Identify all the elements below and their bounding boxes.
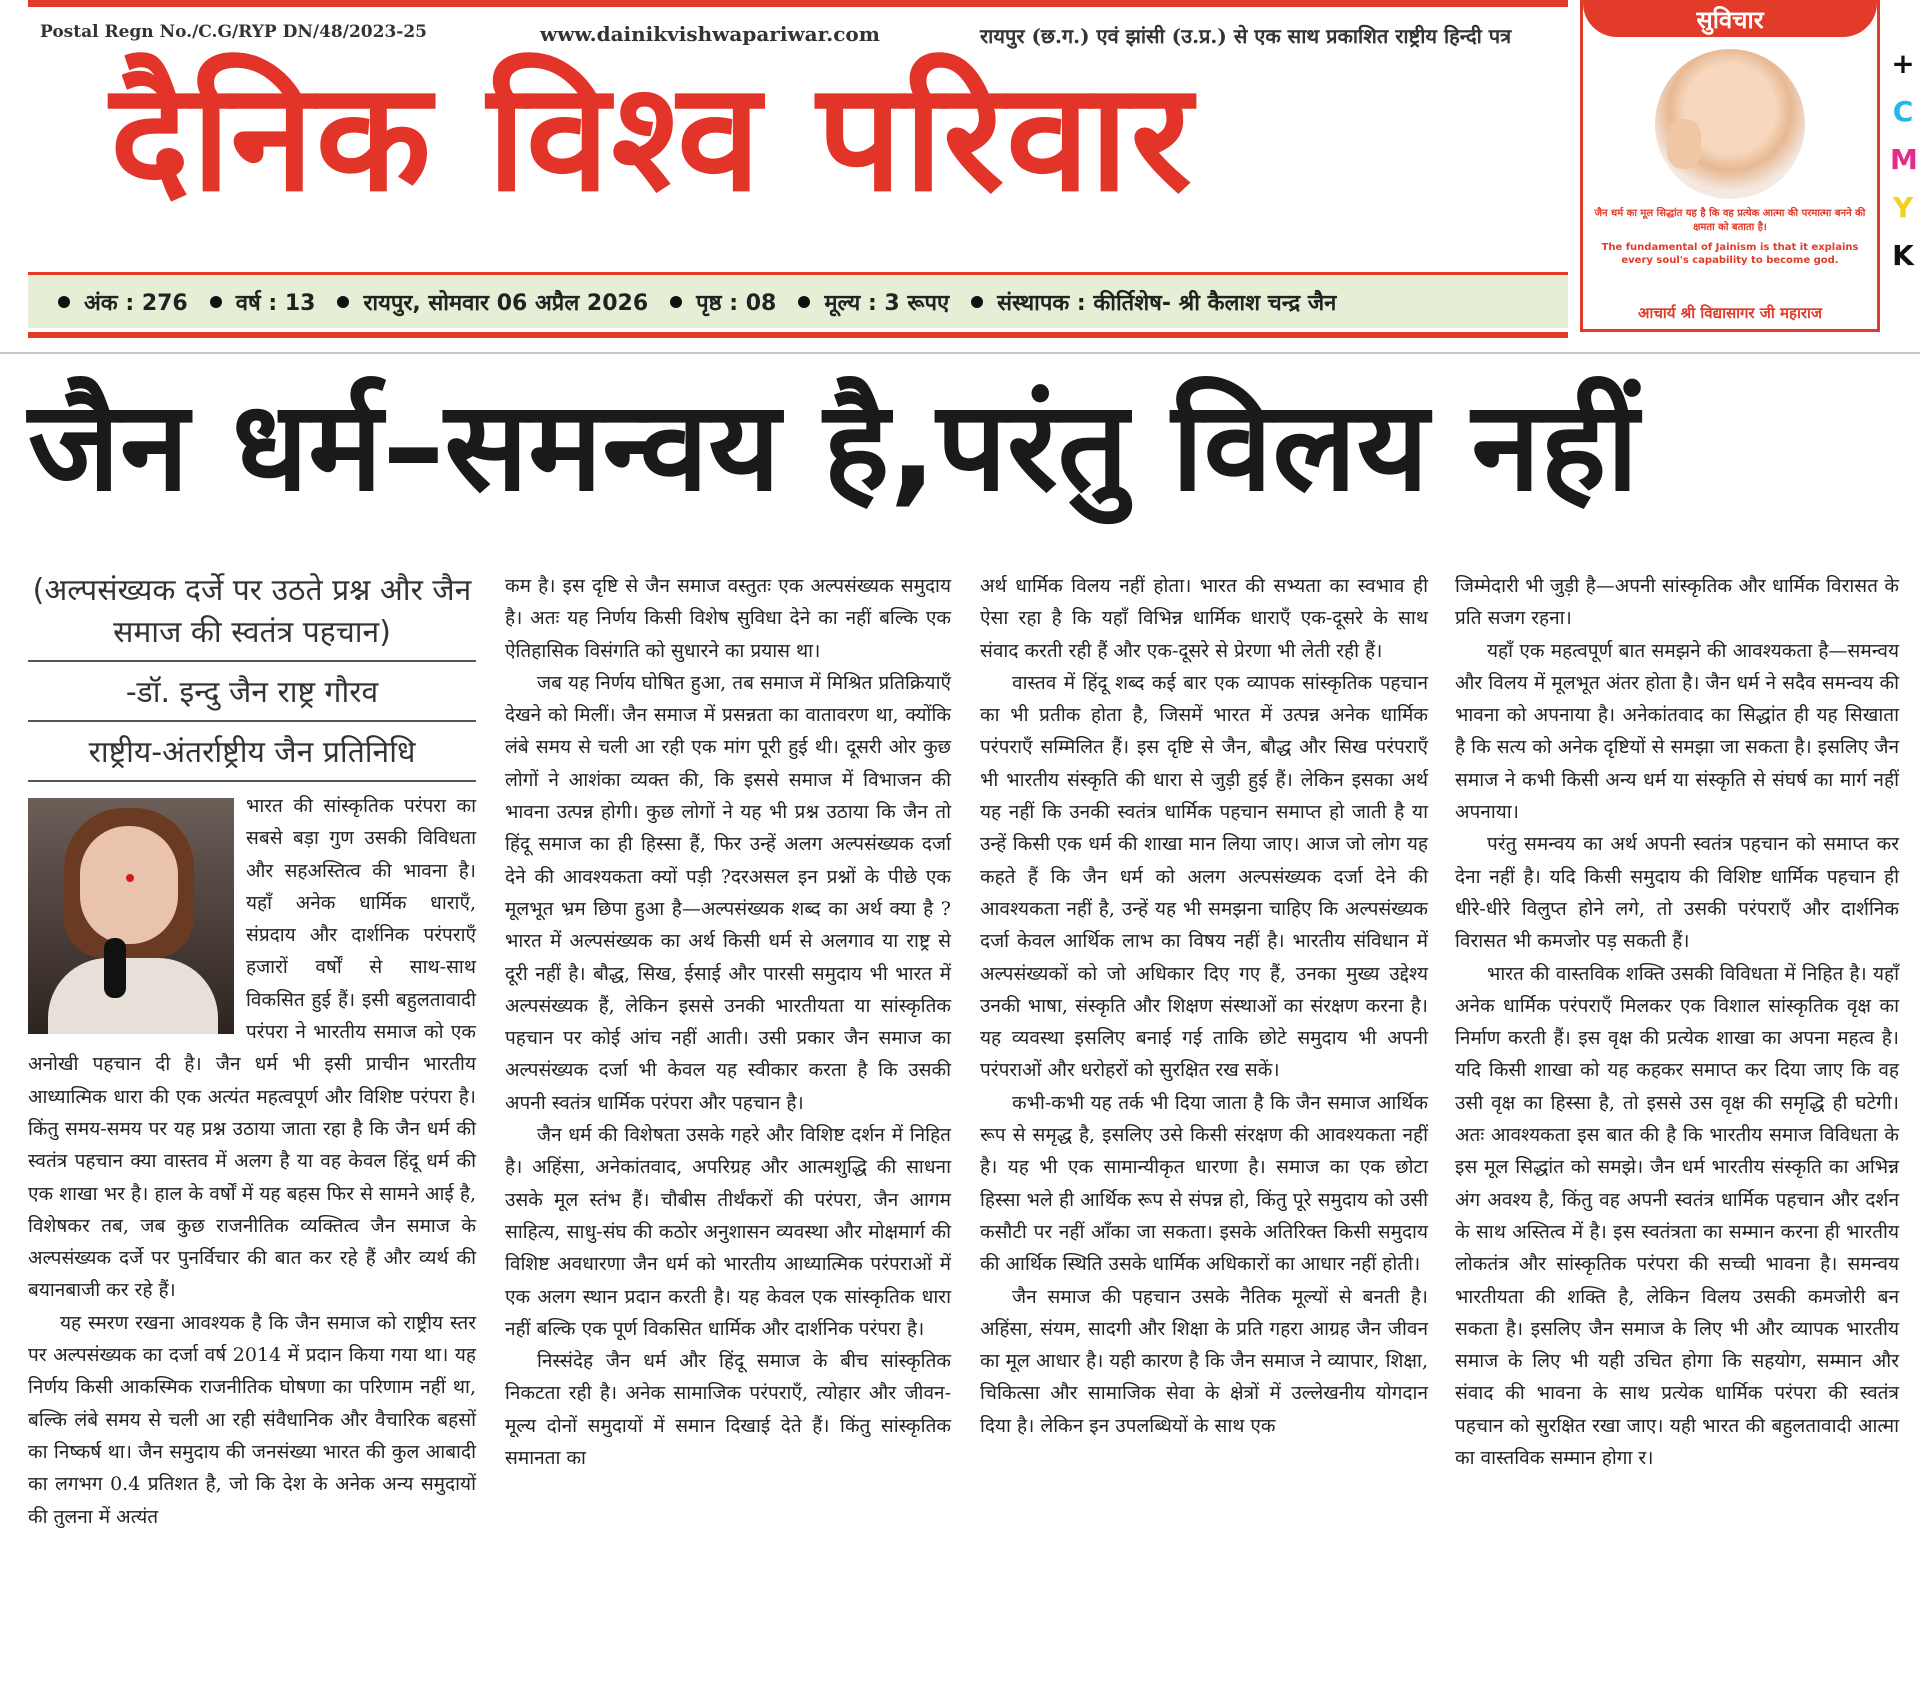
info-date: रायपुर, सोमवार 06 अप्रैल 2026 bbox=[337, 287, 648, 317]
microphone-icon bbox=[104, 938, 126, 998]
article-column-4 bbox=[1455, 570, 1899, 1474]
bullet-icon bbox=[798, 296, 810, 308]
author-photo bbox=[28, 798, 234, 1034]
info-pages: पृष्ठ : 08 bbox=[670, 287, 776, 317]
bullet-icon bbox=[337, 296, 349, 308]
paragraph: भारत की वास्तविक शक्ति उसकी विविधता में निहित है। यहाँ अनेक धार्मिक परंपराएँ मिलकर एक विशाल सांस्कृतिक वृक्ष का निर्माण करती हैं। इस वृक्ष की प्रत्येक शाखा का अपना महत्व है। यदि किसी शाखा को यह कहकर समाप्त कर दिया जाए कि वह उसी वृक्ष का हिस्सा है, तो इससे उस वृक्ष की समृद्धि ही घटेगी। अतः आवश्यकता इस बात की है कि भारतीय समाज विविधता के इस मूल सिद्धांत को समझे। जैन धर्म भारतीय संस्कृति का अभिन्न अंग अवश्य है, किंतु वह अपनी स्वतंत्र धार्मिक पहचान और दर्शन के साथ अस्तित्व में है। इस स्वतंत्रता का सम्मान करना ही भारतीय लोकतंत्र और सांस्कृतिक परंपरा की सच्ची भावना है। समन्वय भारतीयता की शक्ति है, लेकिन विलय उसकी कमजोरी बन सकता है। इसलिए जैन समाज के लिए भी और व्यापक भारतीय समाज के लिए भी यही उचित होगा कि सहयोग, सम्मान और संवाद की भावना के साथ प्रत्येक धार्मिक परंपरा की स्वतंत्र पहचान को सुरक्षित रखा जाए। यही भारत की बहुलतावादी आत्मा का वास्तविक सम्मान होगा र। bbox=[1455, 962, 1899, 1470]
author-role: राष्ट्रीय-अंतर्राष्ट्रीय जैन प्रतिनिधि bbox=[88, 735, 416, 770]
paragraph: परंतु समन्वय का अर्थ अपनी स्वतंत्र पहचान को समाप्त कर देना नहीं है। यदि किसी समुदाय की विशिष्ट धार्मिक पहचान ही धीरे-धीरे विलुप्त होने लगे, तो उसकी परंपराएँ और दार्शनिक विरासत भी कमजोर पड़ सकती हैं। bbox=[1455, 833, 1899, 953]
bullet-icon bbox=[58, 296, 70, 308]
info-price: मूल्य : 3 रूपए bbox=[798, 287, 949, 317]
paragraph: भारत की सांस्कृतिक परंपरा का सबसे बड़ा गुण उसकी विविधता और सहअस्तित्व की भावना है। यहाँ अनेक धार्मिक धाराएँ, संप्रदाय और दार्शनिक परंपराएँ हजारों वर्षों से साथ-साथ विकसित हुई हैं। इसी बहुलतावादी परंपरा ने भारतीय समाज को एक अनोखी पहचान दी है। जैन धर्म भी इसी प्राचीन भारतीय आध्यात्मिक धारा की एक अत्यंत महत्वपूर्ण और विशिष्ट परंपरा है। किंतु समय-समय पर यह प्रश्न उठाया जाता रहा है कि जैन धर्म की स्वतंत्र पहचान क्या वास्तव में अलग है या वह केवल हिंदू धर्म की एक शाखा भर है। हाल के वर्षों में यह बहस फिर से सामने आई है, विशेषकर तब, जब कुछ राजनीतिक व्यक्तित्व जैन समाज के अल्पसंख्यक दर्जे पर पुनर्विचार की बात कर रहे हैं और व्यर्थ की बयानबाजी कर रहे हैं। bbox=[28, 795, 476, 1302]
paragraph: वास्तव में हिंदू शब्द कई बार एक व्यापक सांस्कृतिक पहचान का भी प्रतीक होता है, जिसमें भारत में उत्पन्न अनेक धार्मिक परंपराएँ सम्मिलित हैं। इस दृष्टि से जैन, बौद्ध और सिख परंपराएँ भी भारतीय संस्कृति की धारा से जुड़ी हुई हैं। लेकिन इसका अर्थ यह नहीं कि उनकी स्वतंत्र धार्मिक पहचान समाप्त हो जाती है या उन्हें किसी एक धर्म की शाखा मान लिया जाए। आज जो लोग यह कहते हैं कि जैन धर्म को अलग अल्पसंख्यक दर्जा देने की आवश्यकता नहीं है, उन्हें यह भी समझना चाहिए कि अल्पसंख्यक दर्जा केवल आर्थिक लाभ का विषय नहीं है। भारतीय संविधान में अल्पसंख्यकों को जो अधिकार दिए गए हैं, उनका मुख्य उद्देश्य उनकी भाषा, संस्कृति और शिक्षण संस्थाओं का संरक्षण करना है। यह व्यवस्था इसलिए बनाई गई ताकि छोटे समुदाय भी अपनी परंपराओं और धरोहरों को सुरक्षित रख सकें। bbox=[980, 671, 1429, 1082]
article-column-1 bbox=[28, 570, 476, 1533]
paragraph: जैन धर्म की विशेषता उसके गहरे और विशिष्ट दर्शन में निहित है। अहिंसा, अनेकांतवाद, अपरिग्रह और आत्मशुद्धि की साधना उसके मूल स्तंभ हैं। चौबीस तीर्थंकरों की परंपरा, जैन आगम साहित्य, साधु-संघ की कठोर अनुशासन व्यवस्था और मोक्षमार्ग की विशिष्ट अवधारणा जैन धर्म को भारतीय आध्यात्मिक परंपराओं में एक अलग स्थान प्रदान करती है। यह केवल एक सांस्कृतिक धारा नहीं बल्कि एक पूर्ण विकसित धार्मिक और दार्शनिक परंपरा है। bbox=[505, 1124, 951, 1340]
author-name: -डॉ. इन्दु जैन राष्ट्र गौरव bbox=[125, 675, 379, 710]
bullet-icon bbox=[971, 296, 983, 308]
bullet-icon bbox=[670, 296, 682, 308]
paragraph: कम है। इस दृष्टि से जैन समाज वस्तुतः एक अल्पसंख्यक समुदाय है। अतः यह निर्णय किसी विशेष सुविधा देने का नहीं बल्कि एक ऐतिहासिक विसंगति को सुधारने का प्रयास था। bbox=[505, 575, 951, 662]
acharya-name: आचार्य श्री विद्यासागर जी महाराज bbox=[1638, 304, 1822, 322]
info-founder: संस्थापक : कीर्तिशेष- श्री कैलाश चन्द्र जैन bbox=[971, 287, 1336, 317]
paragraph: यहाँ एक महत्वपूर्ण बात समझने की आवश्यकता है—समन्वय और विलय में मूलभूत अंतर होता है। जैन धर्म ने सदैव समन्वय की भावना को अपनाया है। अनेकांतवाद का सिद्धांत ही यह सिखाता है कि सत्य को अनेक दृष्टियों से समझा जा सकता है। इसलिए जैन समाज ने कभी किसी अन्य धर्म या संस्कृति से संघर्ष का मार्ग नहीं अपनाया। bbox=[1455, 639, 1899, 824]
masthead bbox=[0, 0, 1920, 360]
newspaper-title: दैनिक विश्व परिवार bbox=[110, 51, 1194, 225]
bullet-icon bbox=[210, 296, 222, 308]
paragraph: जिम्मेदारी भी जुड़ी है—अपनी सांस्कृतिक और धार्मिक विरासत के प्रति सजग रहना। bbox=[1455, 575, 1899, 630]
cmyk-black: K bbox=[1892, 239, 1914, 272]
postal-regn: Postal Regn No./C.G/RYP DN/48/2023-25 bbox=[40, 22, 427, 42]
article-column-2 bbox=[505, 570, 951, 1474]
bottom-rule bbox=[28, 332, 1568, 338]
paragraph: कभी-कभी यह तर्क भी दिया जाता है कि जैन समाज आर्थिक रूप से समृद्ध है, इसलिए उसे किसी संरक्षण की आवश्यकता नहीं है। यह भी एक सामान्यीकृत धारणा है। समाज का एक छोटा हिस्सा भले ही आर्थिक रूप से संपन्न हो, किंतु पूरे समुदाय को उसी कसौटी पर नहीं आँका जा सकता। इसके अतिरिक्त किसी समुदाय की आर्थिक स्थिति उसके धार्मिक अधिकारों का आधार नहीं होती। bbox=[980, 1091, 1428, 1276]
paragraph: निस्संदेह जैन धर्म और हिंदू समाज के बीच सांस्कृतिक निकटता रही है। अनेक सामाजिक परंपराएँ, त्योहार और जीवन-मूल्य दोनों समुदायों में समान दिखाई देते हैं। किंतु सांस्कृतिक समानता का bbox=[505, 1350, 951, 1470]
article-column-3 bbox=[980, 570, 1428, 1442]
cmyk-marks bbox=[1890, 40, 1916, 280]
section-divider bbox=[0, 352, 1920, 354]
suvichar-quote-hindi: जैन धर्म का मूल सिद्धांत यह है कि वह प्रत्येक आत्मा की परमात्मा बनने की क्षमता को बताता है। bbox=[1594, 208, 1866, 233]
article-subtitle: (अल्पसंख्यक दर्जे पर उठते प्रश्न और जैन समाज की स्वतंत्र पहचान) bbox=[32, 573, 472, 650]
paragraph: जैन समाज की पहचान उसके नैतिक मूल्यों से बनती है। अहिंसा, संयम, सादगी और शिक्षा के प्रति गहरा आग्रह जैन जीवन का मूल आधार है। यही कारण है कि जैन समाज ने व्यापार, शिक्षा, चिकित्सा और सामाजिक सेवा के क्षेत्रों में उल्लेखनीय योगदान दिया है। लेकिन इन उपलब्धियों के साथ एक bbox=[980, 1285, 1428, 1437]
cmyk-magenta: M bbox=[1890, 143, 1918, 176]
suvichar-heading: सुविचार bbox=[1583, 3, 1877, 37]
paragraph: जब यह निर्णय घोषित हुआ, तब समाज में मिश्रित प्रतिक्रियाएँ देखने को मिलीं। जैन समाज में प्रसन्नता का वातावरण था, क्योंकि लंबे समय से चली आ रही एक मांग पूरी हुई थी। दूसरी ओर कुछ लोगों ने आशंका व्यक्त की, कि इससे समाज में विभाजन की भावना उत्पन्न होगी। कुछ लोगों ने यह भी प्रश्न उठाया कि जैन तो हिंदू समाज का ही हिस्सा हैं, फिर उन्हें अलग अल्पसंख्यक दर्जा देने की आवश्यकता क्यों पड़ी ?दरअसल इन प्रश्नों के पीछे एक मूलभूत भ्रम छिपा हुआ है—अल्पसंख्यक शब्द का अर्थ क्या है ? भारत में अल्पसंख्यक का अर्थ किसी धर्म से अलगाव या राष्ट्र से दूरी नहीं है। बौद्ध, सिख, ईसाई और पारसी समुदाय भी भारत में अल्पसंख्यक हैं, लेकिन इससे उनकी भारतीयता या सांस्कृतिक पहचान पर कोई आंच नहीं आती। उसी प्रकार जैन समाज का अल्पसंख्यक दर्जा भी केवल यह स्वीकार करता है कि उसकी अपनी स्वतंत्र धार्मिक परंपरा और पहचान है। bbox=[505, 671, 951, 1114]
suvichar-box bbox=[1580, 0, 1880, 332]
cmyk-yellow: Y bbox=[1892, 191, 1914, 224]
website-url[interactable]: www.dainikvishwapariwar.com bbox=[540, 22, 880, 46]
issue-info-bar bbox=[28, 272, 1568, 328]
top-rule bbox=[28, 0, 1568, 7]
blessing-hand-icon bbox=[1667, 119, 1701, 169]
cmyk-cyan: C bbox=[1892, 95, 1914, 128]
paragraph: अर्थ धार्मिक विलय नहीं होता। भारत की सभ्यता का स्वभाव ही ऐसा रहा है कि यहाँ विभिन्न धार्मिक धाराएँ एक-दूसरे के साथ संवाद करती रही हैं और एक-दूसरे से प्रेरणा भी लेती रही हैं। bbox=[980, 575, 1428, 662]
paragraph: यह स्मरण रखना आवश्यक है कि जैन समाज को राष्ट्रीय स्तर पर अल्पसंख्यक का दर्जा वर्ष 2014 में प्रदान किया गया था। यह निर्णय किसी आकस्मिक राजनीतिक घोषणा का परिणाम नहीं था, बल्कि लंबे समय से चली आ रही संवैधानिक और वैचारिक बहसों का निष्कर्ष था। जैन समुदाय की जनसंख्या भारत की कुल आबादी का लगभग 0.4 प्रतिशत है, जो कि देश के अनेक अन्य समुदायों की तुलना में अत्यंत bbox=[28, 1311, 476, 1528]
divider bbox=[28, 780, 476, 782]
acharya-photo bbox=[1655, 49, 1805, 199]
info-year: वर्ष : 13 bbox=[210, 287, 316, 317]
info-issue: अंक : 276 bbox=[58, 287, 188, 317]
article-headline: जैन धर्म–समन्वय है,परंतु विलय नहीं bbox=[28, 375, 1639, 519]
registration-mark: + bbox=[1891, 47, 1915, 80]
suvichar-quote-english: The fundamental of Jainism is that it explains every soul's capability to become god. bbox=[1601, 242, 1859, 266]
divider bbox=[28, 720, 476, 722]
divider bbox=[28, 660, 476, 662]
tagline: रायपुर (छ.ग.) एवं झांसी (उ.प्र.) से एक साथ प्रकाशित राष्ट्रीय हिन्दी पत्र bbox=[980, 24, 1512, 48]
